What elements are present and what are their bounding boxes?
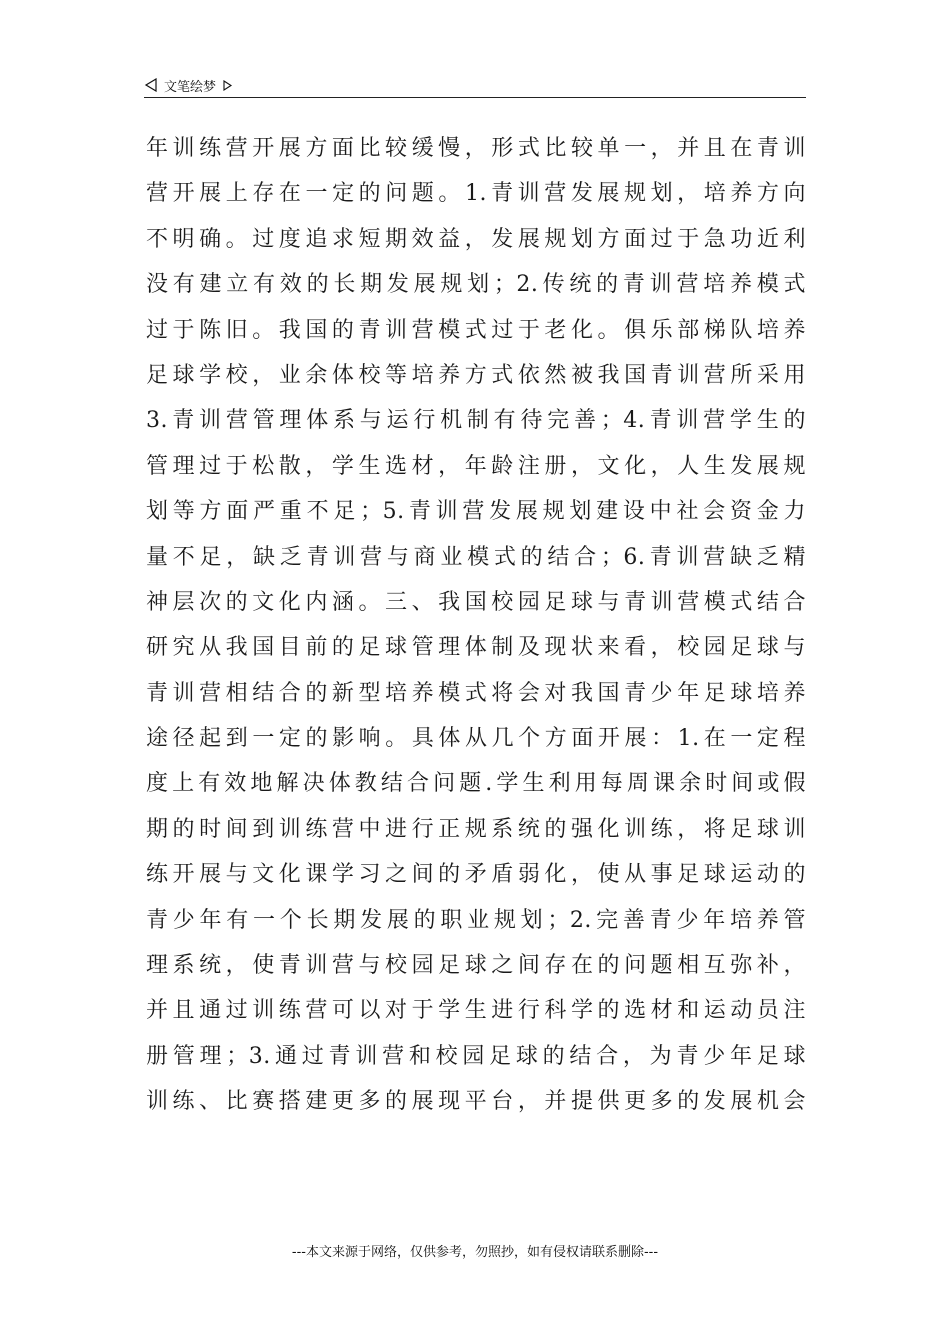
document-body (146, 126, 806, 1125)
page-footer: ---本文来源于网络，仅供参考，勿照抄，如有侵权请联系删除--- (291, 1245, 659, 1260)
text-line: 度上有效地解决体教结合问题.学生利用每周课余时间或假 (146, 771, 806, 797)
header-divider (144, 97, 806, 98)
text-line: 期的时间到训练营中进行正规系统的强化训练，将足球训 (146, 816, 806, 842)
text-line: 不明确。过度追求短期效益，发展规划方面过于急功近利 (146, 226, 806, 252)
text-line: 量不足，缺乏青训营与商业模式的结合；6.青训营缺乏精 (146, 544, 806, 570)
text-line: 研究从我国目前的足球管理体制及现状来看，校园足球与 (146, 635, 806, 661)
text-line: 册管理；3.通过青训营和校园足球的结合，为青少年足球 (146, 1043, 806, 1069)
text-line: 训练、比赛搭建更多的展现平台，并提供更多的发展机会 (146, 1089, 806, 1115)
text-line: 3.青训营管理体系与运行机制有待完善；4.青训营学生的 (146, 408, 806, 434)
triangle-right-icon (222, 80, 233, 91)
header-title: 文笔绘梦 (164, 79, 217, 95)
text-line: 神层次的文化内涵。三、我国校园足球与青训营模式结合 (146, 589, 806, 615)
text-line: 划等方面严重不足；5.青训营发展规划建设中社会资金力 (146, 499, 806, 525)
text-line: 过于陈旧。我国的青训营模式过于老化。俱乐部梯队培养 (146, 317, 806, 343)
text-line: 练开展与文化课学习之间的矛盾弱化，使从事足球运动的 (146, 862, 806, 888)
text-line: 并且通过训练营可以对于学生进行科学的选材和运动员注 (146, 998, 806, 1024)
text-line: 途径起到一定的影响。具体从几个方面开展：1.在一定程 (146, 726, 806, 752)
text-line: 足球学校，业余体校等培养方式依然被我国青训营所采用 (146, 362, 806, 388)
text-line: 管理过于松散，学生选材，年龄注册，文化，人生发展规 (146, 453, 806, 479)
text-line: 没有建立有效的长期发展规划；2.传统的青训营培养模式 (146, 272, 806, 298)
text-line: 年训练营开展方面比较缓慢，形式比较单一，并且在青训 (146, 136, 806, 161)
text-line: 理系统，使青训营与校园足球之间存在的问题相互弥补， (146, 953, 806, 979)
text-line: 青少年有一个长期发展的职业规划；2.完善青少年培养管 (146, 907, 806, 933)
triangle-left-icon (144, 78, 158, 92)
text-line: 青训营相结合的新型培养模式将会对我国青少年足球培养 (146, 680, 806, 706)
page-header (144, 74, 806, 96)
text-line: 营开展上存在一定的问题。1.青训营发展规划，培养方向 (146, 181, 806, 207)
